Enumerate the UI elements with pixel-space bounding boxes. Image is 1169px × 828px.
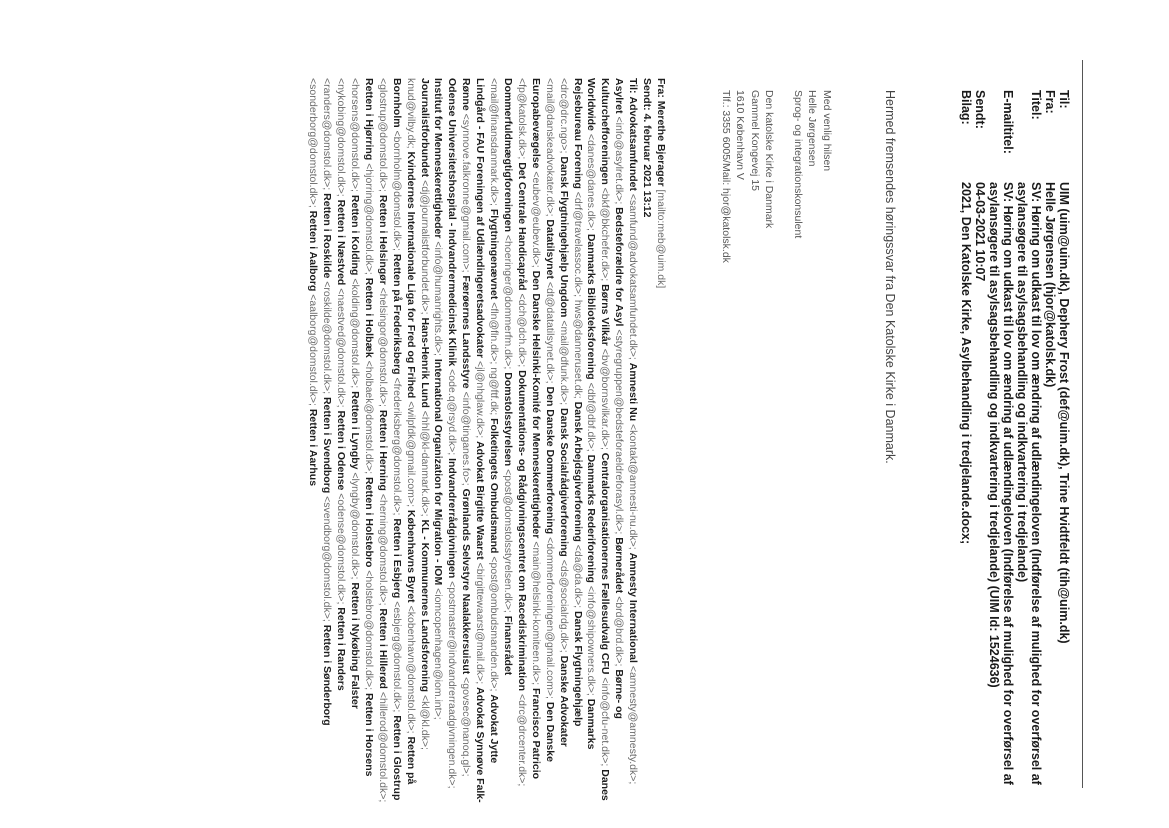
recipient-name: Asylret (613, 78, 626, 114)
recipient-name: Retten i Aarhus (307, 408, 320, 487)
sent-value: 04-03-2021 10:07 (973, 182, 987, 282)
header-row-sent (973, 90, 987, 790)
recipient-mail: <iomcopenhagen@iom.int>; (432, 588, 445, 720)
recipient-mail: <post@domstolsstyrelsen.dk>; (502, 469, 515, 613)
recipient-name: Dokumentations- og Rådgivningscentret om Racediskrimination (515, 370, 528, 692)
recipient-mail: <fln@fln.dk>; (488, 302, 501, 365)
sent-label: Sendt: (973, 90, 987, 129)
original-from-label: Fra: (655, 78, 667, 98)
recipient-name: Retten i Kolding (349, 194, 362, 276)
recipient-mail: <jl@nhglaw.dk>; (474, 360, 487, 439)
recipient-name: Den Danske Helsinki-Komité for Menneskerettigheder (529, 270, 542, 539)
recipient-name: Børnerådet (613, 537, 626, 594)
recipient-name: Advokat Birgitte Waarst (474, 441, 487, 560)
recipient-mail: <hhl@kl-danmark.dk>; (418, 410, 431, 517)
original-sent-line (639, 78, 653, 803)
emailtitle-value: SV: Høring om udkast til lov om ændring af udlændingeloven (Indførelse af mulighed for overførsel af asylansøgere til asylsagsbehandling og indkvartering i tredjelande) (UIM Id: 1524636) (987, 182, 1015, 785)
from-value: Helle Jørgensen (hjor@katolsk.dk) (1043, 182, 1057, 388)
signature-contact: Tlf.: 3355 6005/Mail: hjor@katolsk.dk (720, 90, 732, 263)
original-from-mail: [mailto:meb@uim.dk] (655, 189, 667, 289)
recipient-mail: <info@cfu-net.dk>; (599, 677, 612, 767)
header-divider (1082, 60, 1083, 788)
recipient-name: Færøernes Landsstyre (460, 275, 473, 389)
signature-name: Helle Jørgensen (806, 90, 819, 167)
attachment-value: 2021, Den Katolske Kirke, Asylbehandling i tredjelande.docx; (959, 182, 973, 545)
recipient-name: Dansk Arbejdsgiverforening (571, 401, 584, 542)
recipient-mail: <drf@travelassoc.dk>; (571, 191, 584, 297)
signature-role: Sprog- og integrationskonsulent (792, 90, 804, 239)
recipient-name: Danske Advokater (557, 655, 570, 747)
recipient-mail: <dj@journalistforbundet.dk>; (418, 180, 431, 315)
message-header (959, 90, 1071, 790)
recipient-name: Retten i Randers (335, 607, 348, 691)
recipient-mail: <kl@kl.dk>; (418, 694, 431, 750)
to-label: Til: (1057, 90, 1071, 109)
recipient-name: Retten i Roskilde (321, 193, 334, 279)
message-body: Hermed fremsendes høringssvar fra Den Katolske Kirke i Danmark. (883, 90, 897, 464)
recipient-mail: <ode.q@rsyd.dk>; (446, 369, 459, 456)
recipient-name: Odense Universitetshospital - Indvandrermedicinsk Klinik (446, 78, 459, 367)
recipient-name: Bedsteforældre for Asyl (613, 207, 626, 327)
recipient-mail: <info@tinganes.fo>; (460, 391, 473, 486)
recipient-mail: <dbf@dbf.dk>; (585, 382, 598, 452)
recipient-name: Advokat Jytte Lindgård - FAU Foreningen af Udlændingeretsadvokater (474, 78, 501, 764)
recipient-name: Retten i Helsingør (376, 194, 389, 285)
recipient-name: Francisco Patricio (529, 688, 542, 780)
header-row-from (1043, 90, 1057, 790)
recipient-mail: <horsens@domstol.dk>; (349, 78, 362, 192)
emailtitle-label: E-mailtitel: (1001, 90, 1015, 154)
original-to-label: Til: (627, 78, 640, 94)
recipient-name: Hans-Henrik Lund (418, 317, 431, 408)
signature-greeting: Med venlig hilsen (821, 90, 833, 172)
header-row-emailtitle (987, 90, 1015, 790)
original-sent-label: Sendt: (641, 78, 654, 111)
recipient-mail: <wilpfdk@gmail.com>; (404, 401, 417, 507)
recipient-name: Den Danske Dommerforening (543, 386, 556, 535)
title-value: SV: Høring om udkast til lov om ændring af udlændingeloven (Indførelse af mulighed for overførsel af asylansøgere til asylsagsbehandling og indkvartering i tredjelande) (1015, 182, 1043, 785)
recipient-mail: <hillerod@domstol.dk>; (376, 691, 389, 803)
recipient-mail: <holstebro@domstol.dk>; (362, 570, 375, 691)
recipient-mail: <bv@bornsvilkar.dk>; (599, 348, 612, 450)
recipient-mail: <brd@brd.dk>; (613, 596, 626, 667)
recipient-mail: <bornholm@domstol.dk>; (390, 130, 403, 251)
recipient-mail: <kolding@domstol.dk>; (349, 278, 362, 389)
recipient-mail: <roskilde@domstol.dk>; (321, 281, 334, 395)
recipient-mail: <govsec@nanoq.gl>; (460, 677, 473, 777)
recipient-mail: <lyngby@domstol.dk>; (349, 472, 362, 580)
recipient-name: Retten i Nykøbing Falster (349, 582, 362, 709)
header-row-to (1057, 90, 1071, 790)
recipient-name: Retten i Herning (376, 409, 389, 491)
recipient-name: Dansk Socialrådgiverforening (557, 408, 570, 557)
signature-city: 1610 København V (734, 90, 747, 180)
recipient-name: Retten i Hjørring (362, 78, 375, 161)
recipient-name: Advokat Synnøve Falk-Rønne (460, 78, 487, 803)
recipient-name: Retten i Esbjerg (390, 518, 403, 599)
recipient-name: Amnesti Nu (627, 362, 640, 422)
recipient-mail: <svendborg@domstol.dk>; (321, 496, 334, 622)
recipient-name: Retten i Aalborg (307, 210, 320, 292)
recipient-mail: ng@ftf.dk; (488, 367, 501, 416)
recipient-name: Retten i Horsens (362, 693, 375, 777)
recipient-name: Advokatsamfundet (627, 96, 640, 191)
original-from-value: Merethe Bjerager (655, 100, 667, 187)
recipient-name: Danmarks Rejsebureau Forening (571, 78, 598, 750)
recipient-mail: <samfund@advokatsamfundet.dk>; (627, 193, 640, 360)
recipient-mail: <helsingor@domstol.dk>; (376, 287, 389, 407)
recipient-name: Danmarks Biblioteksforening (585, 233, 598, 380)
recipient-name: Retten i Sønderborg (321, 624, 334, 726)
recipient-name: KL - Kommunernes Landsforening (418, 519, 431, 693)
recipient-mail: <ds@socialrdg.dk>; (557, 559, 570, 653)
recipient-name: Flygtningenævnet (488, 208, 501, 300)
recipient-name: Journalistforbundet (418, 78, 431, 178)
recipient-mail: <fp@katolsk.dk>; (515, 78, 528, 160)
recipient-name: Finansrådet (502, 615, 515, 676)
recipient-mail: <randers@domstol.dk>; (321, 78, 334, 191)
recipient-mail: <kobenhavn@domstol.dk>; (404, 605, 417, 734)
recipient-name: Retten i Holbæk (362, 277, 375, 358)
recipient-name: Danmarks Rederiforening (585, 454, 598, 583)
original-sent-value: 4. februar 2021 13:12 (641, 113, 654, 218)
recipient-mail: <birgittewaarst@mail.dk>; (474, 562, 487, 685)
recipient-name: Børne- og Kulturchefforeningen (599, 78, 626, 719)
header-row-attachment (959, 90, 973, 790)
title-label: Titel: (1029, 90, 1043, 120)
recipient-mail: <synnove.falkronne@gmail.com>; (460, 113, 473, 273)
recipient-mail: <kontakt@amnesti-nu.dk>; (627, 424, 640, 550)
recipient-name: Retten i Næstved (335, 199, 348, 286)
recipient-mail: <amnesty@amnesty.dk>; (627, 665, 640, 785)
recipient-name: Retten i Odense (335, 410, 348, 491)
recipient-name: Den Danske Europabevægelse (529, 78, 556, 762)
recipient-mail: <herning@domstol.dk>; (376, 493, 389, 606)
signature-street: Gammel Kongevej 15 (749, 90, 761, 191)
recipient-mail: <bkf@bkchefer.dk>; (599, 187, 612, 282)
recipient-mail: <da@da.dk>; (571, 544, 584, 609)
original-recipients (305, 78, 639, 803)
recipient-mail: <styregruppen@bedsteforaeldreforasyl.dk>; (613, 329, 626, 535)
recipient-name: Dansk Flygtningehjælp Ungdom (557, 156, 570, 318)
recipient-mail: <info@shipowners.dk>; (585, 585, 598, 696)
recipient-name: Centralorganisationernes Fællesudvalg CFU (599, 452, 612, 675)
recipient-name: Retten i Holstebro (362, 476, 375, 568)
recipient-name: Københavns Byret (404, 509, 417, 603)
recipient-mail: <postmaster@indvandrerraadgivningen.dk>; (446, 581, 459, 789)
recipient-mail: <holbaek@domstol.dk>; (362, 360, 375, 475)
recipient-mail: <odense@domstol.dk>; (335, 493, 348, 605)
recipient-name: Det Centrale Handicapråd (515, 162, 528, 291)
recipient-name: Folketingets Ombudsmand (488, 418, 501, 554)
original-email (305, 78, 667, 803)
signature-org: Den katolske Kirke i Danmark (763, 90, 776, 229)
recipient-name: Institut for Menneskerettigheder (432, 78, 445, 239)
header-row-title (1015, 90, 1043, 790)
signature-spacer (777, 90, 791, 590)
recipient-name: Dommerfuldmægtigforeningen (502, 78, 515, 232)
recipient-name: International Organization for Migration - IOM (432, 358, 445, 586)
recipient-name: Danes Worldwide (585, 78, 612, 801)
recipient-name: Retten i Hillerød (376, 608, 389, 689)
recipient-name: Grønlands Selvstyre Naalakkersuisut (460, 488, 473, 675)
recipient-mail: <sonderborg@domstol.dk>; (307, 78, 320, 208)
recipient-mail: <post@ombudsmanden.dk>; (488, 556, 501, 692)
recipient-name: Retten i Glostrup (390, 715, 403, 801)
recipient-mail: <nykobing@domstol.dk>; (335, 78, 348, 197)
recipient-mail: <mail@finansdanmark.dk>; (488, 78, 501, 206)
recipient-mail: knud@vilby.dk; (404, 78, 417, 149)
recipient-mail: <mail@dfunk.dk>; (557, 320, 570, 406)
recipient-mail: <drc@drcenter.dk>; (515, 693, 528, 787)
recipient-mail: <aalborg@domstol.dk>; (307, 294, 320, 406)
recipient-name: Kvindernes Internationale Liga for Fred og Frihed (404, 151, 417, 399)
recipient-name: Indvandrerrådgivningen (446, 458, 459, 579)
recipient-mail: <glostrup@domstol.dk>; (376, 78, 389, 192)
recipient-name: Datatilsynet (543, 219, 556, 279)
recipient-mail: <dch@dch.dk>; (515, 293, 528, 368)
to-value: UIM (uim@uim.dk), Dephery Frost (def@uim.dk), Trine Hvidtfeldt (tih@uim.dk) (1057, 182, 1071, 644)
recipient-mail: <main@helsinki-komiteen.dk>; (529, 541, 542, 686)
original-from-line (653, 78, 667, 803)
recipient-mail: hws@danneruset.dk; (571, 299, 584, 399)
recipient-mail: <info@asylret.dk>; (613, 116, 626, 205)
recipient-mail: <dommerforeningen@gmail.com>; (543, 537, 556, 699)
from-label: Fra: (1043, 90, 1057, 114)
recipient-mail: <mail@danskeadvokater.dk>; (543, 78, 556, 217)
recipient-name: Retten på Frederiksberg (390, 253, 403, 375)
signature (719, 90, 835, 590)
recipient-mail: <naestved@domstol.dk>; (335, 288, 348, 408)
recipient-name: Retten i Svendborg (321, 396, 334, 494)
recipient-mail: <drc@drc.ngo>; (557, 78, 570, 154)
recipient-name: Børns Vilkår (599, 284, 612, 346)
recipient-name: Retten i Lyngby (349, 391, 362, 470)
recipient-mail: <eubev@eubev.dk>; (529, 171, 542, 268)
recipient-mail: <hjorring@domstol.dk>; (362, 163, 375, 275)
recipient-name: Dansk Flygtningehjælp (571, 610, 584, 727)
recipient-mail: <hoeringer@dommerfm.dk>; (502, 234, 515, 370)
recipient-mail: <danes@danes.dk>; (585, 133, 598, 231)
recipient-name: Amnesty International (627, 552, 640, 663)
recipient-name: Domstolsstyrelsen (502, 372, 515, 467)
attachment-label: Bilag: (959, 90, 973, 125)
recipient-mail: <frederiksberg@domstol.dk>; (390, 377, 403, 516)
recipient-mail: <esbjerg@domstol.dk>; (390, 601, 403, 713)
recipient-mail: <info@humanrights.dk>; (432, 241, 445, 356)
recipient-name: Retten på Bornholm (390, 78, 417, 785)
recipient-mail: <dt@datatilsynet.dk>; (543, 281, 556, 384)
